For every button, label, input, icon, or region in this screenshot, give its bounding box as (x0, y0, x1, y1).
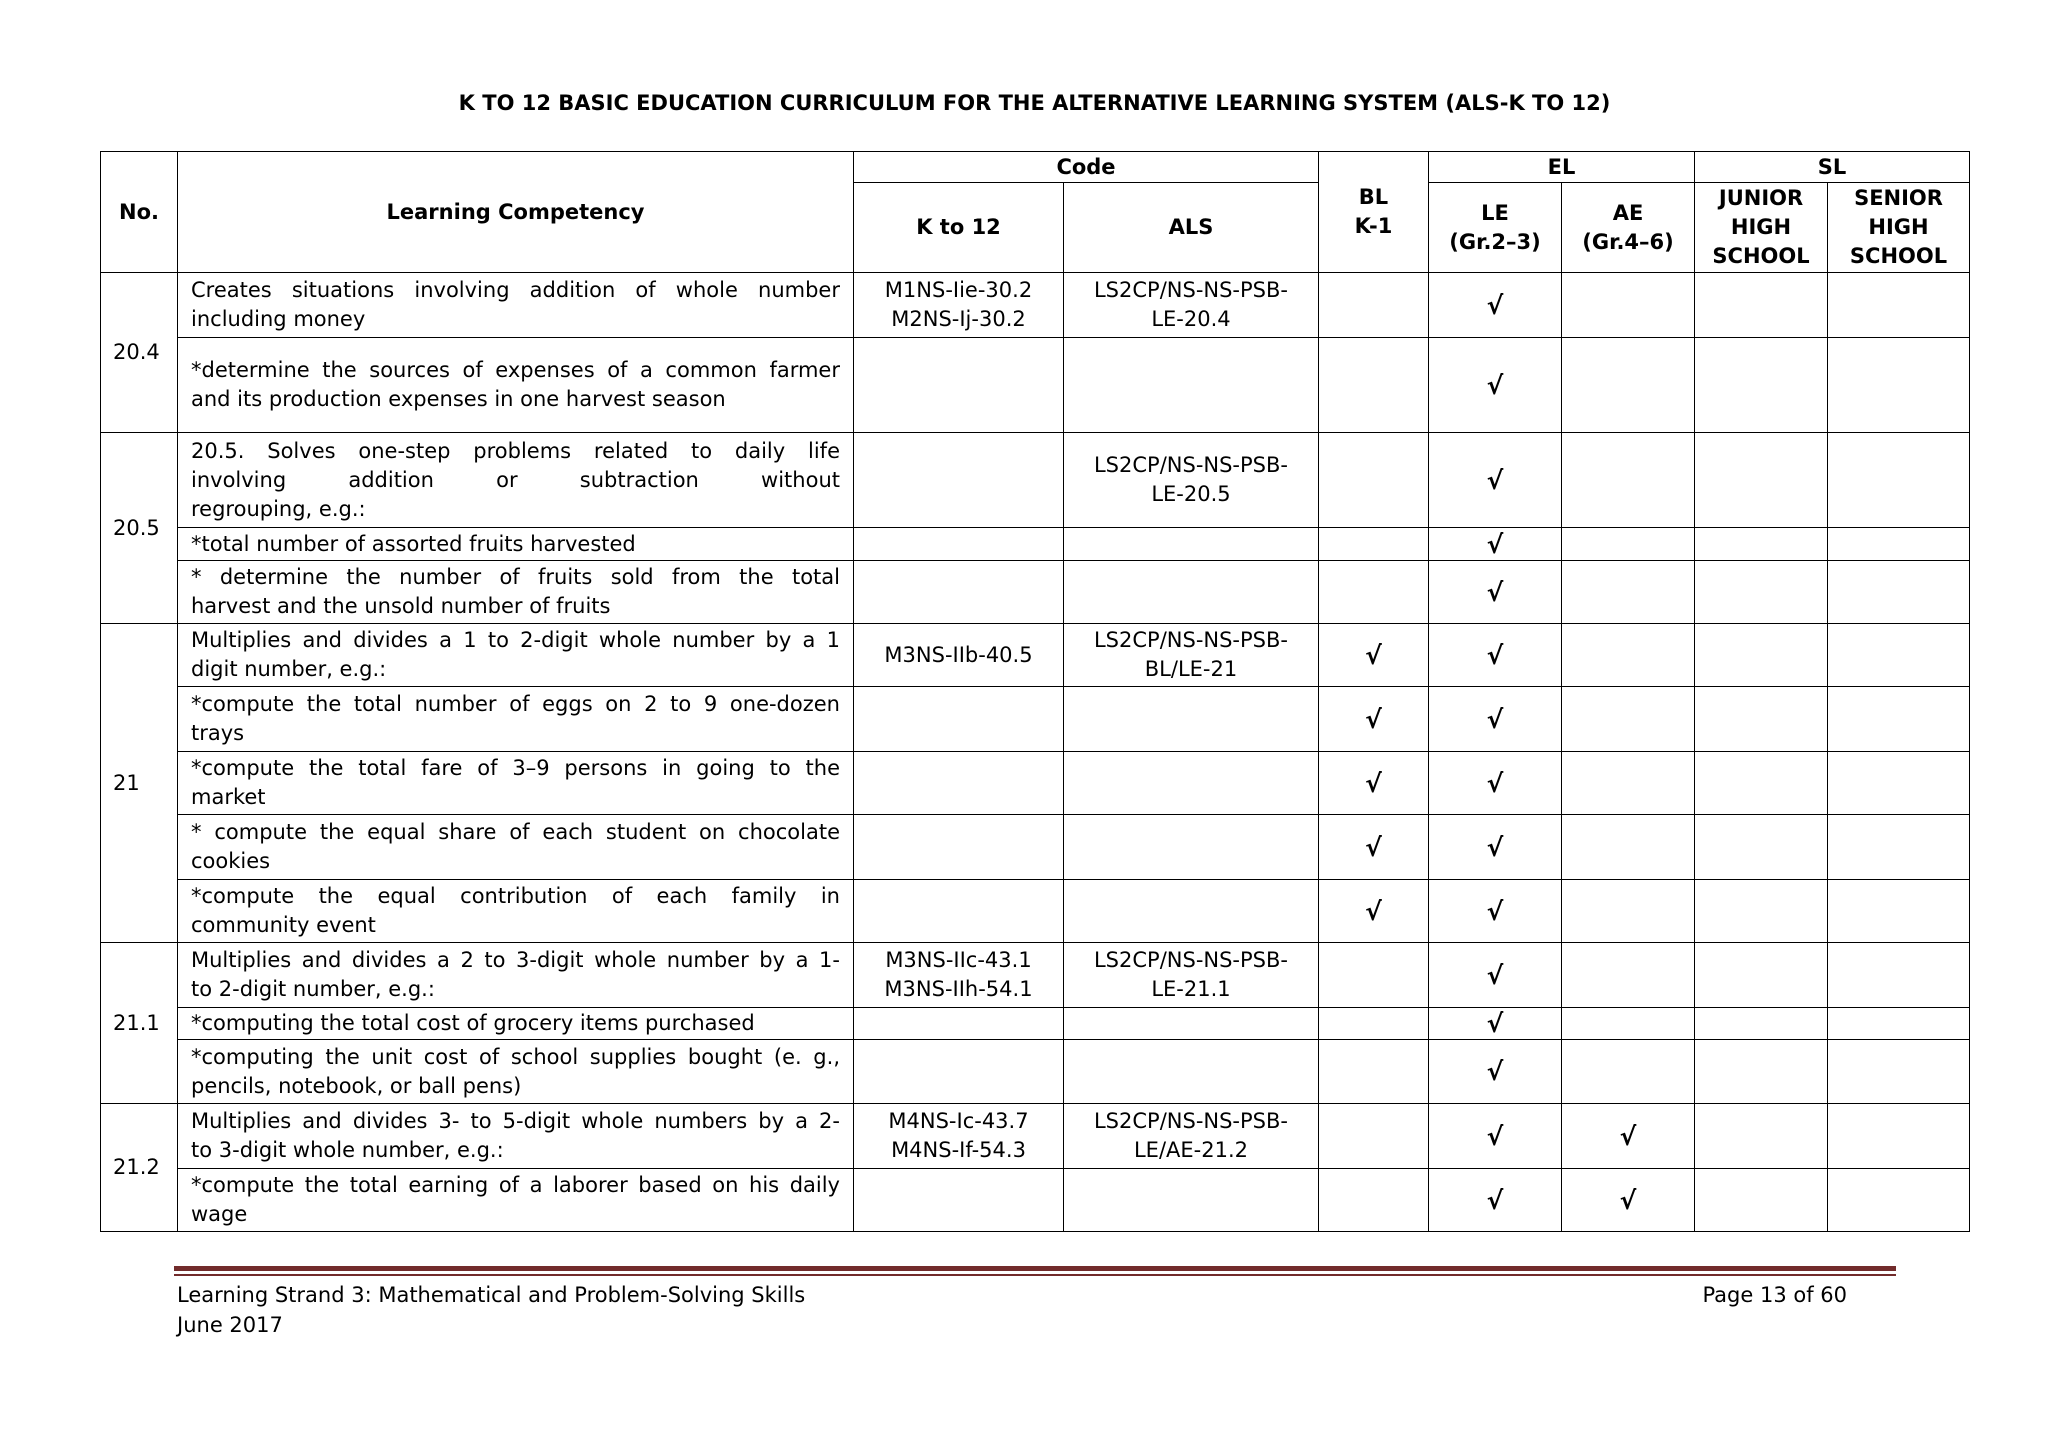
learning-competency (178, 433, 854, 528)
empty-cell-junior-high (1695, 561, 1828, 624)
competency-line: *compute the total earning of a laborer based on his daily (191, 1173, 840, 1197)
row-number: 21 (101, 624, 178, 943)
table-header (101, 152, 1970, 273)
table-row (101, 433, 1970, 528)
checkmark-le: √ (1429, 815, 1562, 880)
competency-line: *computing the total cost of grocery items purchased (191, 1011, 755, 1035)
checkmark-bl: √ (1319, 752, 1429, 815)
table-row (101, 880, 1970, 943)
learning-competency (178, 1169, 854, 1232)
header-learning-competency: Learning Competency (178, 152, 854, 273)
empty-cell-junior-high (1695, 338, 1828, 433)
learning-competency (178, 561, 854, 624)
empty-cell-junior-high (1695, 528, 1828, 561)
empty-cell-senior-high (1828, 1104, 1970, 1169)
competency-line: market (191, 785, 266, 809)
als-code (1064, 943, 1319, 1008)
empty-cell-ae (1562, 1040, 1695, 1104)
k-to-12-code (854, 943, 1064, 1008)
empty-cell-senior-high (1828, 943, 1970, 1008)
empty-cell-senior-high (1828, 1040, 1970, 1104)
competency-line: community event (191, 913, 376, 937)
checkmark-bl: √ (1319, 815, 1429, 880)
empty-cell-senior-high (1828, 752, 1970, 815)
empty-cell-junior-high (1695, 1104, 1828, 1169)
empty-cell-senior-high (1828, 273, 1970, 338)
competency-line: harvest and the unsold number of fruits (191, 594, 611, 618)
empty-cell-senior-high (1828, 1169, 1970, 1232)
checkmark-le: √ (1429, 433, 1562, 528)
competency-line: and its production expenses in one harvest season (191, 387, 726, 411)
header-senior-high-school (1828, 183, 1970, 273)
k-to-12-code (854, 687, 1064, 752)
checkmark-bl: √ (1319, 687, 1429, 752)
competency-line: *determine the sources of expenses of a common farmer (191, 358, 840, 382)
learning-competency (178, 880, 854, 943)
table-row (101, 338, 1970, 433)
als-code (1064, 561, 1319, 624)
empty-cell-junior-high (1695, 1008, 1828, 1040)
header-bl-line: BL (1358, 185, 1389, 209)
empty-cell-ae (1562, 338, 1695, 433)
checkmark-le: √ (1429, 624, 1562, 687)
als-code (1064, 273, 1319, 338)
competency-line: Multiplies and divides a 1 to 2-digit whole number by a 1 (191, 628, 840, 652)
competency-line: *computing the unit cost of school supplies bought (e. g., (191, 1044, 840, 1069)
competency-line: including money (191, 307, 366, 331)
checkmark-le: √ (1429, 1104, 1562, 1169)
document-title: K TO 12 BASIC EDUCATION CURRICULUM FOR THE ALTERNATIVE LEARNING SYSTEM (ALS-K TO 12) (458, 91, 1611, 115)
footer-date: June 2017 (177, 1313, 283, 1337)
empty-cell-junior-high (1695, 752, 1828, 815)
empty-cell-junior-high (1695, 687, 1828, 752)
empty-cell-bl (1319, 273, 1429, 338)
header-bl-line: K-1 (1354, 214, 1393, 238)
competency-line: involving addition or subtraction without (191, 467, 840, 492)
table-row (101, 1008, 1970, 1040)
checkmark-bl: √ (1319, 880, 1429, 943)
competency-line: *total number of assorted fruits harvested (191, 531, 636, 556)
empty-cell-senior-high (1828, 624, 1970, 687)
empty-cell-senior-high (1828, 687, 1970, 752)
learning-competency (178, 528, 854, 561)
competency-line: Multiplies and divides 3- to 5-digit whole numbers by a 2- (191, 1109, 840, 1133)
empty-cell-bl (1319, 1104, 1429, 1169)
table-row (101, 815, 1970, 880)
k-to-12-code (854, 880, 1064, 943)
checkmark-le: √ (1429, 752, 1562, 815)
empty-cell-senior-high (1828, 880, 1970, 943)
k-to-12-code-line: M3NS-IIb-40.5 (884, 642, 1033, 667)
header-le-line: LE (1481, 200, 1509, 225)
table-row (101, 273, 1970, 338)
empty-cell-bl (1319, 943, 1429, 1008)
als-code-line: LS2CP/NS-NS-PSB- (1093, 628, 1288, 652)
table-row (101, 1104, 1970, 1169)
footer-page-number: Page 13 of 60 (1702, 1283, 1847, 1307)
empty-cell-bl (1319, 1040, 1429, 1104)
learning-competency (178, 687, 854, 752)
header-el: EL (1429, 152, 1695, 183)
header-k-to-12: K to 12 (854, 183, 1064, 273)
header-le-line: (Gr.2–3) (1449, 229, 1541, 254)
empty-cell-ae (1562, 880, 1695, 943)
k-to-12-code (854, 338, 1064, 433)
als-code (1064, 1169, 1319, 1232)
learning-competency (178, 273, 854, 338)
table-row (101, 943, 1970, 1008)
empty-cell-junior-high (1695, 815, 1828, 880)
competency-line: * compute the equal share of each student on chocolate (191, 820, 840, 844)
k-to-12-code (854, 752, 1064, 815)
checkmark-le: √ (1429, 1008, 1562, 1040)
learning-competency (178, 943, 854, 1008)
als-code (1064, 1104, 1319, 1169)
empty-cell-ae (1562, 752, 1695, 815)
als-code (1064, 338, 1319, 433)
k-to-12-code-line: M1NS-Iie-30.2 (884, 278, 1033, 302)
header-jhs-line: JUNIOR (1718, 186, 1804, 210)
als-code-line: LE-20.5 (1151, 482, 1231, 506)
empty-cell-junior-high (1695, 433, 1828, 528)
empty-cell-bl (1319, 1008, 1429, 1040)
als-code-line: LS2CP/NS-NS-PSB- (1093, 948, 1288, 972)
als-code-line: LE-20.4 (1151, 307, 1231, 331)
table-row (101, 561, 1970, 624)
checkmark-le: √ (1429, 1040, 1562, 1104)
learning-competency (178, 338, 854, 433)
empty-cell-senior-high (1828, 1008, 1970, 1040)
empty-cell-junior-high (1695, 943, 1828, 1008)
competency-line: 20.5. Solves one-step problems related to daily life (191, 438, 840, 463)
k-to-12-code-line: M3NS-IIc-43.1 (885, 948, 1032, 972)
header-als: ALS (1064, 183, 1319, 273)
checkmark-le: √ (1429, 687, 1562, 752)
checkmark-ae: √ (1562, 1104, 1695, 1169)
header-shs-line: SCHOOL (1849, 244, 1948, 268)
competency-line: Multiplies and divides a 2 to 3-digit whole number by a 1- (191, 948, 840, 972)
table-row (101, 752, 1970, 815)
als-code (1064, 815, 1319, 880)
k-to-12-code (854, 528, 1064, 561)
table-row (101, 1040, 1970, 1104)
competency-line: Creates situations involving addition of whole number (191, 278, 840, 302)
learning-competency (178, 815, 854, 880)
k-to-12-code (854, 433, 1064, 528)
learning-competency (178, 624, 854, 687)
header-no: No. (101, 152, 178, 273)
header-ae-line: (Gr.4–6) (1582, 229, 1674, 254)
competency-line: regrouping, e.g.: (191, 496, 366, 521)
empty-cell-ae (1562, 528, 1695, 561)
checkmark-le: √ (1429, 561, 1562, 624)
k-to-12-code (854, 1104, 1064, 1169)
k-to-12-code-line: M2NS-Ij-30.2 (891, 307, 1026, 331)
header-jhs-line: HIGH (1730, 215, 1792, 239)
learning-competency (178, 1040, 854, 1104)
checkmark-le: √ (1429, 1169, 1562, 1232)
als-code (1064, 528, 1319, 561)
als-code (1064, 1008, 1319, 1040)
empty-cell-junior-high (1695, 1040, 1828, 1104)
footer-rule (174, 1266, 1896, 1276)
empty-cell-ae (1562, 815, 1695, 880)
header-le (1429, 183, 1562, 273)
footer-learning-strand: Learning Strand 3: Mathematical and Problem-Solving Skills (177, 1283, 806, 1307)
als-code (1064, 687, 1319, 752)
empty-cell-bl (1319, 528, 1429, 561)
header-code: Code (854, 152, 1319, 183)
als-code (1064, 624, 1319, 687)
header-shs-line: HIGH (1868, 215, 1929, 239)
empty-cell-junior-high (1695, 624, 1828, 687)
k-to-12-code (854, 1040, 1064, 1104)
als-code-line: LS2CP/NS-NS-PSB- (1093, 278, 1288, 302)
empty-cell-bl (1319, 1169, 1429, 1232)
row-number: 20.4 (101, 273, 178, 433)
k-to-12-code-line: M4NS-If-54.3 (891, 1138, 1026, 1162)
empty-cell-junior-high (1695, 273, 1828, 338)
als-code (1064, 880, 1319, 943)
learning-competency (178, 1104, 854, 1169)
empty-cell-ae (1562, 943, 1695, 1008)
learning-competency (178, 1008, 854, 1040)
k-to-12-code-line: M4NS-Ic-43.7 (888, 1109, 1029, 1133)
als-code-line: BL/LE-21 (1144, 657, 1238, 681)
checkmark-le: √ (1429, 880, 1562, 943)
empty-cell-junior-high (1695, 880, 1828, 943)
empty-cell-bl (1319, 338, 1429, 433)
checkmark-le: √ (1429, 338, 1562, 433)
table-row (101, 687, 1970, 752)
competency-line: wage (191, 1202, 248, 1226)
empty-cell-senior-high (1828, 528, 1970, 561)
checkmark-le: √ (1429, 528, 1562, 561)
empty-cell-ae (1562, 1008, 1695, 1040)
header-ae-line: AE (1612, 200, 1644, 225)
header-row-top (101, 152, 1970, 183)
als-code (1064, 752, 1319, 815)
empty-cell-bl (1319, 433, 1429, 528)
competency-line: to 2-digit number, e.g.: (191, 977, 435, 1001)
checkmark-ae: √ (1562, 1169, 1695, 1232)
competency-line: cookies (191, 849, 271, 873)
k-to-12-code (854, 561, 1064, 624)
empty-cell-ae (1562, 561, 1695, 624)
k-to-12-code (854, 815, 1064, 880)
row-number: 20.5 (101, 433, 178, 624)
competency-line: pencils, notebook, or ball pens) (191, 1073, 522, 1098)
k-to-12-code-line: M3NS-IIh-54.1 (884, 977, 1033, 1001)
empty-cell-ae (1562, 433, 1695, 528)
empty-cell-senior-high (1828, 815, 1970, 880)
table-row (101, 624, 1970, 687)
competency-line: *compute the total number of eggs on 2 to 9 one-dozen (191, 692, 840, 716)
als-code (1064, 1040, 1319, 1104)
empty-cell-bl (1319, 561, 1429, 624)
header-bl-k1 (1319, 152, 1429, 273)
header-junior-high-school (1695, 183, 1828, 273)
header-sl: SL (1695, 152, 1970, 183)
table-row (101, 1169, 1970, 1232)
row-number: 21.2 (101, 1104, 178, 1232)
als-code (1064, 433, 1319, 528)
empty-cell-junior-high (1695, 1169, 1828, 1232)
header-jhs-line: SCHOOL (1712, 244, 1810, 268)
competency-line: *compute the equal contribution of each family in (191, 884, 840, 908)
als-code-line: LE/AE-21.2 (1133, 1138, 1248, 1162)
learning-competency (178, 752, 854, 815)
table-row (101, 528, 1970, 561)
empty-cell-senior-high (1828, 338, 1970, 433)
empty-cell-ae (1562, 624, 1695, 687)
header-shs-line: SENIOR (1854, 186, 1943, 210)
competency-line: to 3-digit whole number, e.g.: (191, 1138, 504, 1162)
empty-cell-senior-high (1828, 433, 1970, 528)
checkmark-le: √ (1429, 273, 1562, 338)
competency-table-body (101, 273, 1970, 1232)
als-code-line: LE-21.1 (1151, 977, 1231, 1001)
k-to-12-code (854, 273, 1064, 338)
checkmark-bl: √ (1319, 624, 1429, 687)
empty-cell-ae (1562, 687, 1695, 752)
competency-line: trays (191, 721, 245, 745)
checkmark-le: √ (1429, 943, 1562, 1008)
als-code-line: LS2CP/NS-NS-PSB- (1093, 453, 1288, 477)
k-to-12-code (854, 624, 1064, 687)
k-to-12-code (854, 1169, 1064, 1232)
competency-line: * determine the number of fruits sold from the total (191, 565, 840, 589)
empty-cell-senior-high (1828, 561, 1970, 624)
row-number: 21.1 (101, 943, 178, 1104)
competency-table (100, 151, 1970, 1232)
competency-line: *compute the total fare of 3–9 persons in going to the (191, 756, 840, 780)
empty-cell-ae (1562, 273, 1695, 338)
k-to-12-code (854, 1008, 1064, 1040)
als-code-line: LS2CP/NS-NS-PSB- (1093, 1109, 1288, 1133)
header-ae (1562, 183, 1695, 273)
competency-line: digit number, e.g.: (191, 657, 387, 681)
